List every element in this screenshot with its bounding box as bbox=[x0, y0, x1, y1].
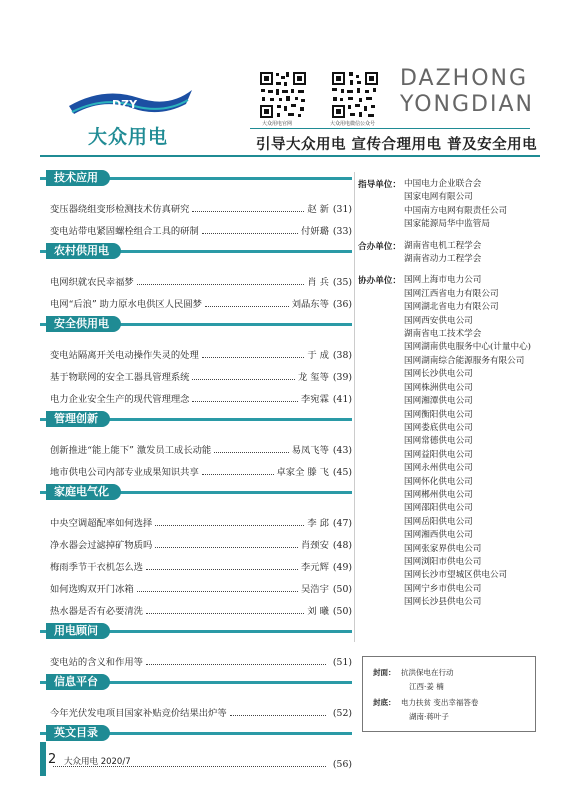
svg-text:DZY: DZY bbox=[112, 98, 138, 111]
organization-name: 中国南方电网有限责任公司 bbox=[404, 205, 508, 216]
article-page: (33) bbox=[332, 226, 352, 237]
article-author: 卓家全 滕 飞 bbox=[276, 467, 329, 478]
section-header bbox=[40, 316, 352, 332]
header-divider bbox=[250, 128, 530, 129]
dot-leader bbox=[205, 306, 289, 307]
article-author: 李宛霖 bbox=[301, 394, 329, 405]
section-header bbox=[40, 725, 352, 741]
organization-name: 国网岳阳供电公司 bbox=[404, 516, 473, 527]
cooperation-label: 合办单位： bbox=[358, 241, 401, 252]
cooperation-group bbox=[358, 240, 538, 267]
organization-name: 国网西安供电公司 bbox=[404, 315, 473, 326]
organization-name: 国网长沙供电公司 bbox=[404, 369, 473, 380]
dot-leader bbox=[192, 379, 295, 380]
article-page: (38) bbox=[332, 350, 352, 361]
guidance-label: 指导单位： bbox=[358, 180, 401, 190]
organization-name: 国家能源局华中监管局 bbox=[404, 219, 490, 230]
article-page: (39) bbox=[332, 372, 352, 383]
footer-text: 大众用电 2020/7 bbox=[64, 757, 131, 767]
qr-code-icon bbox=[330, 70, 380, 120]
organization-name: 国家电网有限公司 bbox=[404, 192, 473, 203]
article-title: 变电站带电紧固螺栓组合工具的研制 bbox=[50, 226, 199, 237]
toc-entry[interactable] bbox=[40, 595, 352, 617]
toc-entry[interactable] bbox=[40, 193, 352, 215]
article-page: (56) bbox=[332, 759, 352, 770]
article-author: 于 成 bbox=[307, 350, 329, 361]
article-title: 中央空调超配率如何选择 bbox=[50, 518, 153, 529]
article-page: (43) bbox=[332, 445, 352, 456]
toc-entry[interactable] bbox=[40, 507, 352, 529]
article-title: 变电站隔离开关电动操作失灵的处理 bbox=[50, 350, 199, 361]
organization-name: 国网张家界供电公司 bbox=[404, 543, 482, 554]
guidance-list bbox=[404, 178, 507, 232]
cover-caption: 抗洪保电在行动 bbox=[401, 668, 454, 677]
article-title: 地市供电公司内部专业成果知识共享 bbox=[50, 467, 199, 478]
toc-entry[interactable] bbox=[40, 551, 352, 573]
cover-credit: 江西·姜 楠 bbox=[409, 682, 444, 691]
toc-entry[interactable] bbox=[40, 573, 352, 595]
organization-name: 国网湖南供电服务中心(计量中心) bbox=[404, 342, 532, 353]
section-title: 安全供用电 bbox=[46, 316, 121, 332]
section-title: 家庭电气化 bbox=[46, 484, 121, 500]
article-author: 赵 新 bbox=[307, 204, 329, 215]
dot-leader bbox=[137, 591, 298, 592]
article-author: 李元辉 bbox=[301, 562, 329, 573]
logo-wave-icon bbox=[64, 84, 194, 120]
organization-name: 国网长沙县供电公司 bbox=[404, 597, 482, 608]
guidance-group bbox=[358, 178, 538, 232]
organization-name: 国网湘潭供电公司 bbox=[404, 396, 473, 407]
cooperation-list bbox=[404, 240, 481, 267]
organization-name: 国网江西省电力有限公司 bbox=[404, 288, 499, 299]
brand-line-1: DAZHONG bbox=[400, 66, 529, 91]
organization-name: 国网常德供电公司 bbox=[404, 436, 473, 447]
toc-entry[interactable] bbox=[40, 215, 352, 237]
article-page: (36) bbox=[332, 299, 352, 310]
organization-name: 国网株洲供电公司 bbox=[404, 382, 473, 393]
dot-leader bbox=[137, 284, 305, 285]
section-header bbox=[40, 674, 352, 690]
section-header bbox=[40, 623, 352, 639]
article-title: 净水器会过滤掉矿物质吗 bbox=[50, 540, 153, 551]
article-author: 龙 玺等 bbox=[298, 372, 329, 383]
article-page: (50) bbox=[332, 606, 352, 617]
organization-name: 国网上海市电力公司 bbox=[404, 275, 482, 286]
toc-entry[interactable] bbox=[40, 456, 352, 478]
organization-name: 国网长沙市望城区供电公司 bbox=[404, 570, 508, 581]
dot-leader bbox=[192, 401, 298, 402]
toc-entry[interactable] bbox=[40, 288, 352, 310]
dot-leader bbox=[146, 613, 304, 614]
organization-name: 国网衡阳供电公司 bbox=[404, 409, 473, 420]
cover-label: 封面： bbox=[373, 668, 396, 677]
organization-name: 湖南省电机工程学会 bbox=[404, 240, 482, 251]
co-organizers-group bbox=[358, 274, 538, 609]
organization-name: 国网湖南综合能源服务有限公司 bbox=[404, 355, 525, 366]
toc-entry[interactable] bbox=[40, 266, 352, 288]
article-author: 易凤飞等 bbox=[291, 445, 329, 456]
dot-leader bbox=[202, 474, 274, 475]
toc-entry[interactable] bbox=[40, 646, 352, 668]
toc-entry[interactable] bbox=[40, 434, 352, 456]
qr2-caption: 大众用电微信公众号 bbox=[330, 121, 376, 127]
column-divider bbox=[354, 172, 355, 642]
article-page: (47) bbox=[332, 518, 352, 529]
article-page: (48) bbox=[332, 540, 352, 551]
dot-leader bbox=[202, 357, 305, 358]
article-title: 基于物联网的安全工器具管理系统 bbox=[50, 372, 190, 383]
toc-entry[interactable] bbox=[40, 529, 352, 551]
qr1-caption: 大众用电官网 bbox=[262, 121, 293, 127]
article-title: 电力企业安全生产的现代管理理念 bbox=[50, 394, 190, 405]
dot-leader bbox=[214, 452, 288, 453]
section-title: 英文目录 bbox=[46, 725, 110, 741]
article-author: 李 邱 bbox=[307, 518, 329, 529]
organization-name: 国网宁乡市供电公司 bbox=[404, 583, 482, 594]
section-header bbox=[40, 484, 352, 500]
article-title: 梅雨季节干衣机怎么选 bbox=[50, 562, 143, 573]
back-cover-label: 封底： bbox=[373, 698, 396, 707]
organization-name: 国网邵阳供电公司 bbox=[404, 503, 473, 514]
organization-name: 国网湖北省电力有限公司 bbox=[404, 302, 499, 313]
article-title: 电网织就农民幸福梦 bbox=[50, 277, 134, 288]
article-page: (45) bbox=[332, 467, 352, 478]
article-title: 电网“后浪” 助力原水电供区人民圆梦 bbox=[50, 299, 202, 310]
section-title: 管理创新 bbox=[46, 411, 110, 427]
organization-name: 国网永州供电公司 bbox=[404, 463, 473, 474]
article-page: (31) bbox=[332, 204, 352, 215]
organization-name: 国网娄底供电公司 bbox=[404, 422, 473, 433]
brand-line-2: YONGDIAN bbox=[400, 92, 534, 117]
toc-entry[interactable] bbox=[40, 697, 352, 719]
slogan-divider bbox=[40, 155, 540, 157]
dot-leader bbox=[202, 233, 298, 234]
organization-name: 中国电力企业联合会 bbox=[404, 179, 482, 189]
organization-name: 湖南省电工技术学会 bbox=[404, 329, 482, 340]
article-page: (50) bbox=[332, 584, 352, 595]
article-title: 热水器是否有必要清洗 bbox=[50, 606, 143, 617]
article-author: 刘 曦 bbox=[307, 606, 329, 617]
section-title: 农村供用电 bbox=[46, 243, 121, 259]
dot-leader bbox=[146, 569, 298, 570]
qr-code-icon bbox=[258, 70, 308, 120]
article-title: 变电站的含义和作用等 bbox=[50, 657, 143, 668]
article-page: (49) bbox=[332, 562, 352, 573]
dot-leader bbox=[155, 525, 304, 526]
article-page: (52) bbox=[332, 708, 352, 719]
article-author: 肖颈安 bbox=[301, 540, 329, 551]
dot-leader bbox=[146, 664, 326, 665]
section-spacer bbox=[40, 770, 352, 776]
co-organizers-list bbox=[404, 274, 531, 609]
article-title: 如何选购双开门冰箱 bbox=[50, 584, 134, 595]
article-author: 付妍璐 bbox=[301, 226, 329, 237]
magazine-logo bbox=[56, 80, 206, 152]
toc-entry[interactable] bbox=[40, 339, 352, 361]
organization-name: 国网湘西供电公司 bbox=[404, 530, 473, 541]
article-title: 创新推进“能上能下” 激发员工成长动能 bbox=[50, 445, 212, 456]
article-page: (35) bbox=[332, 277, 352, 288]
article-page: (51) bbox=[332, 657, 352, 668]
footer-accent-bar bbox=[40, 742, 46, 776]
logo-text: 大众用电 bbox=[88, 126, 169, 148]
slogan: 引导大众用电 宣传合理用电 普及安全用电 bbox=[256, 136, 538, 153]
toc-entry[interactable] bbox=[40, 361, 352, 383]
dot-leader bbox=[230, 715, 326, 716]
section-title: 技术应用 bbox=[46, 170, 110, 186]
article-author: 刘晶东等 bbox=[291, 299, 329, 310]
organization-name: 国网怀化供电公司 bbox=[404, 476, 473, 487]
section-title: 用电顾问 bbox=[46, 623, 110, 639]
co-organizers-label: 协办单位： bbox=[358, 276, 401, 287]
dot-leader bbox=[192, 211, 304, 212]
article-author: 吴浩宇 bbox=[301, 584, 329, 595]
organization-name: 国网益阳供电公司 bbox=[404, 449, 473, 460]
back-cover-caption: 电力扶贫 变出幸福答卷 bbox=[401, 698, 479, 707]
section-header bbox=[40, 411, 352, 427]
organization-name: 国网浏阳市供电公司 bbox=[404, 556, 482, 567]
organization-name: 国网郴州供电公司 bbox=[404, 489, 473, 500]
article-title: 今年光伏发电项目国家补贴竞价结果出炉等 bbox=[50, 708, 227, 719]
article-author: 肖 兵 bbox=[307, 277, 329, 288]
article-page: (41) bbox=[332, 394, 352, 405]
back-cover-credit: 湖南·蒋叶子 bbox=[409, 712, 449, 721]
section-header bbox=[40, 170, 352, 186]
dot-leader bbox=[155, 547, 298, 548]
toc-entry[interactable] bbox=[40, 383, 352, 405]
organization-name: 湖南省动力工程学会 bbox=[404, 254, 482, 265]
section-title: 信息平台 bbox=[46, 674, 110, 690]
cover-credits-box bbox=[362, 656, 536, 732]
page-number: 2 bbox=[48, 752, 57, 767]
section-header bbox=[40, 243, 352, 259]
organizations-panel bbox=[358, 178, 538, 618]
article-title: 变压器绕组变形检测技术仿真研究 bbox=[50, 204, 190, 215]
table-of-contents bbox=[40, 170, 352, 776]
